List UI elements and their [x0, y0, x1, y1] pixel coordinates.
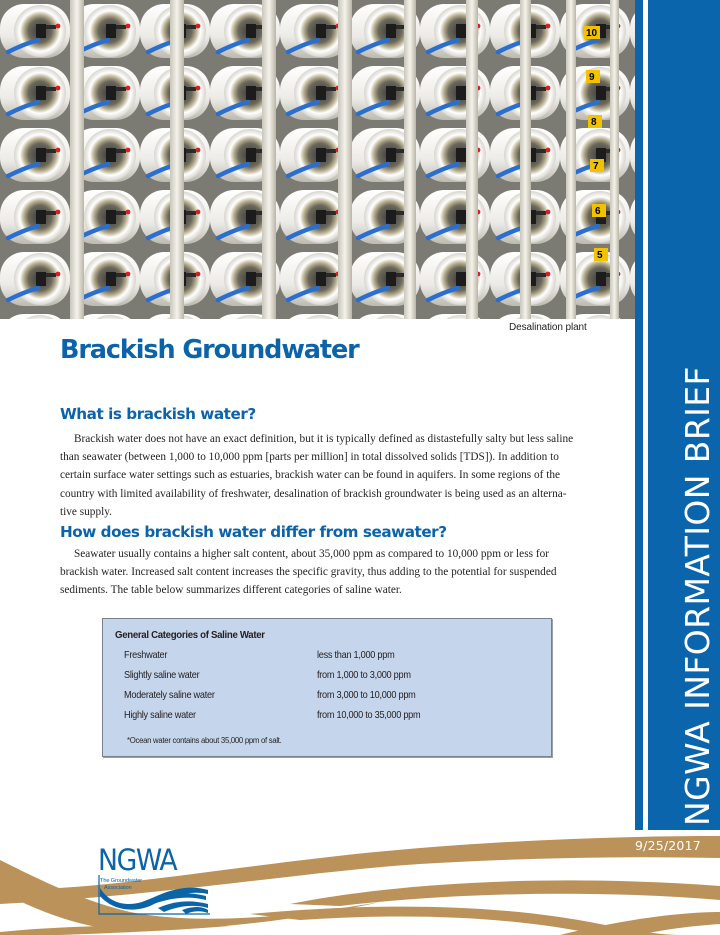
paragraph-line: Brackish water does not have an exact definition, but it is typically defined as distastefully salty but less saline — [74, 433, 574, 445]
saline-categories-table — [102, 618, 552, 757]
table-title: General Categories of Saline Water — [115, 629, 265, 641]
paragraph-line: brackish water. Increased salt content increases the specific gravity, thus adding to the potential for suspended — [60, 566, 557, 579]
vessel-label-7: 7 — [593, 161, 599, 172]
sidebar-stripe — [643, 0, 648, 830]
table-cell-range: less than 1,000 ppm — [317, 650, 395, 661]
table-row — [124, 710, 544, 724]
desalination-plant-image — [0, 0, 635, 319]
section-paragraph-brackish-vs-seawater — [60, 545, 580, 600]
vessel-label-5: 5 — [597, 250, 603, 261]
table-cell-range: from 10,000 to 35,000 ppm — [317, 710, 421, 721]
table-row — [124, 670, 544, 684]
paragraph-line: sediments. The table below summarizes different categories of saline water. — [60, 584, 402, 597]
section-heading-brackish-vs-seawater: How does brackish water differ from seawater? — [60, 523, 447, 541]
logo-tagline — [100, 878, 142, 891]
table-cell-category: Slightly saline water — [124, 670, 200, 681]
logo-wordmark: NGWA — [98, 843, 177, 877]
paragraph-line: Seawater usually contains a higher salt content, about 35,000 ppm as compared to 10,000 ppm or less for — [74, 548, 549, 560]
table-cell-range: from 3,000 to 10,000 ppm — [317, 690, 416, 701]
paragraph-line: certain surface water settings such as estuaries, brackish water can be found in aquifers. In some regions of the — [60, 469, 561, 482]
vessel-label-6: 6 — [595, 206, 601, 217]
hero-photo — [0, 0, 635, 319]
table-cell-range: from 1,000 to 3,000 ppm — [317, 670, 411, 681]
table-cell-category: Highly saline water — [124, 710, 196, 721]
photo-caption: Desalination plant — [509, 322, 587, 333]
page-title: Brackish Groundwater — [60, 335, 359, 365]
table-footnote: *Ocean water contains about 35,000 ppm of salt. — [127, 735, 282, 745]
section-paragraph-what-is-brackish — [60, 430, 580, 521]
logo-tagline-line2: Association — [104, 884, 132, 891]
table-row — [124, 650, 544, 664]
table-cell-category: Moderately saline water — [124, 690, 215, 701]
sidebar-vertical-title: NGWA INFORMATION BRIEF — [678, 366, 717, 826]
vessel-label-10: 10 — [586, 28, 598, 39]
paragraph-line: than seawater (between 1,000 to 10,000 ppm [parts per million] in total dissolved solids [TDS]). In addition to — [60, 451, 559, 464]
vessel-label-8: 8 — [591, 117, 597, 128]
logo-tagline-line1: The Groundwater — [100, 878, 143, 884]
publication-date: 9/25/2017 — [635, 838, 701, 853]
vessel-label-9: 9 — [589, 72, 595, 83]
table-cell-category: Freshwater — [124, 650, 168, 661]
paragraph-line: tive supply. — [60, 505, 112, 518]
table-row — [124, 690, 544, 704]
paragraph-line: country with limited availability of freshwater, desalination of brackish groundwater is being used as an alterna- — [60, 487, 567, 500]
section-heading-what-is-brackish: What is brackish water? — [60, 405, 256, 423]
ngwa-logo[interactable] — [98, 845, 208, 915]
